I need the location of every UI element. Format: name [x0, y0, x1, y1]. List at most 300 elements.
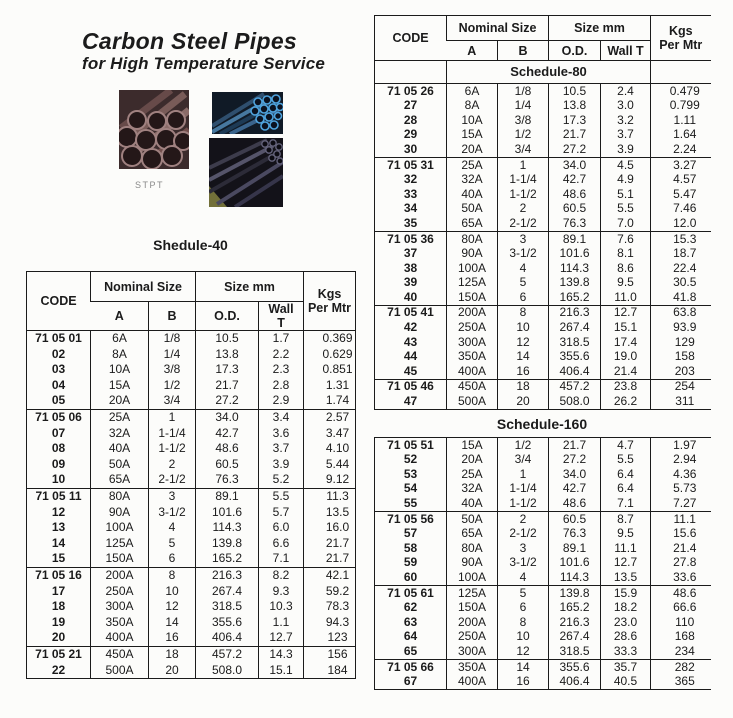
- cell-code: 67: [403, 674, 418, 689]
- cell-b: 3/4: [149, 393, 196, 409]
- table-row: [375, 512, 711, 527]
- cell-kgs: 156: [304, 646, 356, 662]
- table-row: [375, 84, 711, 99]
- cell-kgs: 254: [651, 379, 711, 394]
- cell-od: 114.3: [549, 261, 601, 276]
- schedule80-subheader-row: [375, 61, 711, 84]
- cell-kgs: 110: [651, 615, 711, 630]
- cell-wall: 21.4: [601, 364, 651, 379]
- cell-b: 20: [498, 394, 549, 409]
- cell-wall: 15.1: [259, 662, 304, 678]
- cell-b: 12: [498, 335, 549, 350]
- cell-a: 6A: [91, 331, 149, 347]
- table-row: [375, 128, 711, 143]
- cell-wall: 28.6: [601, 630, 651, 645]
- cell-code: 71 05 51: [387, 437, 434, 452]
- cell-kgs: 4.57: [651, 173, 711, 188]
- cell-od: 48.6: [196, 441, 259, 457]
- cell-kgs: 5.44: [304, 457, 356, 473]
- cell-code: 40: [403, 290, 418, 304]
- cell-b: 1: [498, 467, 549, 482]
- cell-od: 114.3: [549, 570, 601, 585]
- cell-od: 165.2: [549, 601, 601, 616]
- cell-wall: 3.7: [259, 441, 304, 457]
- cell-kgs: 21.7: [304, 551, 356, 567]
- cell-a: 150A: [91, 551, 149, 567]
- cell-od: 457.2: [196, 646, 259, 662]
- cell-b: 12: [149, 599, 196, 615]
- cell-a: 300A: [447, 644, 498, 659]
- cell-code: 05: [51, 393, 66, 408]
- cell-od: 318.5: [549, 644, 601, 659]
- cell-od: 89.1: [196, 488, 259, 504]
- cell-a: 350A: [447, 350, 498, 365]
- cell-a: 10A: [447, 113, 498, 128]
- cell-code: 71 05 46: [387, 379, 434, 394]
- cell-b: 5: [498, 276, 549, 291]
- cell-b: 16: [149, 630, 196, 646]
- cell-a: 150A: [447, 601, 498, 616]
- cell-od: 76.3: [549, 527, 601, 542]
- cell-kgs: 4.36: [651, 467, 711, 482]
- table-row: [375, 601, 711, 616]
- cell-a: 25A: [91, 409, 149, 425]
- cell-code: 38: [403, 261, 418, 275]
- cell-b: 3-1/2: [498, 556, 549, 571]
- table-row: [27, 584, 356, 600]
- table-row: [27, 457, 356, 473]
- cell-a: 50A: [91, 457, 149, 473]
- cell-od: 10.5: [549, 84, 601, 99]
- cell-wall: 11.0: [601, 290, 651, 305]
- cell-od: 508.0: [549, 394, 601, 409]
- table-row: [375, 321, 711, 336]
- col-header-kgs-per-mtr: Kgs Per Mtr: [304, 272, 356, 331]
- cell-b: 1/4: [149, 347, 196, 363]
- cell-code: 30: [403, 142, 418, 156]
- cell-kgs: 11.3: [304, 488, 356, 504]
- cell-kgs: 11.1: [651, 512, 711, 527]
- col-header-kgs-per-mtr: Kgs Per Mtr: [651, 16, 711, 61]
- cell-a: 15A: [91, 378, 149, 394]
- cell-od: 216.3: [549, 305, 601, 320]
- pipes-photo-blue: [212, 92, 283, 134]
- col-header-od: O.D.: [549, 41, 601, 61]
- cell-a: 250A: [447, 630, 498, 645]
- cell-od: 34.0: [549, 467, 601, 482]
- cell-b: 5: [498, 586, 549, 601]
- cell-od: 355.6: [196, 615, 259, 631]
- cell-kgs: 5.47: [651, 187, 711, 202]
- cell-kgs: 234: [651, 644, 711, 659]
- cell-kgs: 2.94: [651, 453, 711, 468]
- cell-code: 71 05 26: [387, 83, 434, 98]
- cell-od: 267.4: [549, 321, 601, 336]
- cell-code: 71 05 01: [35, 331, 82, 346]
- cell-b: 1-1/2: [149, 441, 196, 457]
- page-title-line1: Carbon Steel Pipes: [82, 28, 298, 54]
- cell-a: 90A: [91, 505, 149, 521]
- right-tables-wrap: [374, 15, 710, 690]
- cell-wall: 8.7: [601, 512, 651, 527]
- table-row: [375, 335, 711, 350]
- cell-od: 355.6: [549, 350, 601, 365]
- table-row: [375, 202, 711, 217]
- cell-od: 139.8: [196, 536, 259, 552]
- cell-wall: 3.4: [259, 409, 304, 425]
- cell-a: 100A: [447, 570, 498, 585]
- cell-code: 04: [51, 377, 66, 392]
- cell-kgs: 16.0: [304, 520, 356, 536]
- cell-a: 450A: [447, 379, 498, 394]
- table-row-group: [375, 84, 711, 158]
- col-header-b: B: [498, 41, 549, 61]
- cell-kgs: 5.73: [651, 482, 711, 497]
- cell-kgs: 0.629: [304, 347, 356, 363]
- cell-a: 65A: [447, 527, 498, 542]
- cell-code: 59: [403, 555, 418, 570]
- table-row-group: [375, 512, 711, 586]
- cell-a: 450A: [91, 646, 149, 662]
- cell-wall: 6.0: [259, 520, 304, 536]
- cell-kgs: 123: [304, 630, 356, 646]
- cell-b: 2: [149, 457, 196, 473]
- cell-kgs: 21.7: [304, 536, 356, 552]
- col-header-size-mm: Size mm: [549, 16, 651, 41]
- cell-a: 65A: [447, 216, 498, 231]
- cell-code: 71 05 56: [387, 511, 434, 526]
- table-row: [375, 113, 711, 128]
- cell-b: 3/8: [149, 362, 196, 378]
- cell-b: 18: [498, 379, 549, 394]
- table-row: [375, 527, 711, 542]
- cell-a: 20A: [91, 393, 149, 409]
- table-row: [27, 393, 356, 409]
- table-row: [27, 551, 356, 567]
- cell-b: 18: [149, 646, 196, 662]
- cell-code: 27: [403, 98, 418, 113]
- cell-b: 1: [498, 157, 549, 172]
- cell-a: 8A: [91, 347, 149, 363]
- cell-code: 32: [403, 172, 418, 187]
- cell-code: 22: [51, 662, 66, 677]
- cell-code: 60: [403, 570, 418, 584]
- cell-code: 07: [51, 425, 66, 440]
- cell-wall: 5.1: [601, 187, 651, 202]
- cell-code: 29: [403, 127, 418, 142]
- table-row: [375, 675, 711, 690]
- cell-code: 65: [403, 644, 418, 658]
- cell-od: 139.8: [549, 276, 601, 291]
- table-row: [375, 350, 711, 365]
- table-row-group: [375, 157, 711, 231]
- cell-wall: 15.9: [601, 586, 651, 601]
- cell-wall: 15.1: [601, 321, 651, 336]
- schedule80-subheader-spacer-left: [375, 61, 447, 84]
- table-row: [375, 438, 711, 453]
- cell-od: 13.8: [549, 99, 601, 114]
- table-row: [375, 394, 711, 409]
- cell-kgs: 27.8: [651, 556, 711, 571]
- cell-wall: 2.9: [259, 393, 304, 409]
- cell-code: 13: [51, 520, 66, 535]
- cell-a: 400A: [91, 630, 149, 646]
- cell-wall: 3.6: [259, 426, 304, 442]
- cell-wall: 8.6: [601, 261, 651, 276]
- table-row: [375, 453, 711, 468]
- cell-kgs: 2.24: [651, 142, 711, 157]
- cell-a: 10A: [91, 362, 149, 378]
- cell-od: 101.6: [549, 247, 601, 262]
- cell-code: 02: [51, 346, 66, 361]
- cell-a: 32A: [447, 173, 498, 188]
- cell-a: 250A: [447, 321, 498, 336]
- cell-code: 55: [403, 496, 418, 511]
- cell-b: 1/8: [498, 84, 549, 99]
- cell-wall: 5.5: [601, 453, 651, 468]
- cell-wall: 4.7: [601, 438, 651, 453]
- cell-code: 47: [403, 394, 418, 409]
- cell-wall: 10.3: [259, 599, 304, 615]
- table-row: [375, 187, 711, 202]
- col-header-wall-t: Wall T: [601, 41, 651, 61]
- cell-od: 139.8: [549, 586, 601, 601]
- cell-b: 3-1/2: [498, 247, 549, 262]
- cell-od: 17.3: [196, 362, 259, 378]
- table-row: [375, 482, 711, 497]
- cell-b: 14: [149, 615, 196, 631]
- table-row: [27, 347, 356, 363]
- cell-code: 71 05 61: [387, 585, 434, 600]
- cell-od: 48.6: [549, 496, 601, 511]
- cell-a: 20A: [447, 453, 498, 468]
- cell-od: 355.6: [549, 659, 601, 674]
- table-row: [27, 615, 356, 631]
- table-row-group: [375, 586, 711, 660]
- cell-wall: 1.1: [259, 615, 304, 631]
- cell-a: 6A: [447, 84, 498, 99]
- cell-code: 10: [51, 472, 66, 487]
- cell-od: 27.2: [196, 393, 259, 409]
- cell-wall: 3.2: [601, 113, 651, 128]
- cell-b: 16: [498, 364, 549, 379]
- cell-code: 09: [51, 456, 66, 471]
- schedule40-table-wrap: [26, 271, 355, 679]
- schedule40-title: Shedule-40: [153, 237, 228, 253]
- cell-wall: 2.8: [259, 378, 304, 394]
- cell-od: 21.7: [549, 128, 601, 143]
- cell-wall: 12.7: [601, 556, 651, 571]
- cell-od: 101.6: [196, 505, 259, 521]
- table-row: [27, 472, 356, 488]
- cell-od: 114.3: [196, 520, 259, 536]
- cell-od: 457.2: [549, 379, 601, 394]
- table-row-group: [375, 438, 711, 512]
- table-row-group: [375, 305, 711, 379]
- table-row-group: [375, 231, 711, 305]
- table-row: [375, 556, 711, 571]
- cell-code: 19: [51, 614, 66, 629]
- cell-od: 42.7: [549, 482, 601, 497]
- cell-kgs: 42.1: [304, 567, 356, 583]
- cell-wall: 4.9: [601, 173, 651, 188]
- table-row: [375, 659, 711, 674]
- cell-wall: 19.0: [601, 350, 651, 365]
- cell-a: 8A: [447, 99, 498, 114]
- cell-code: 71 05 36: [387, 231, 434, 246]
- pipes-photo-dark: [209, 138, 283, 207]
- cell-code: 71 05 31: [387, 157, 434, 172]
- table-row: [27, 378, 356, 394]
- cell-b: 14: [498, 659, 549, 674]
- cell-kgs: 78.3: [304, 599, 356, 615]
- cell-code: 54: [403, 481, 418, 496]
- cell-wall: 6.4: [601, 482, 651, 497]
- cell-od: 101.6: [549, 556, 601, 571]
- cell-b: 1-1/4: [149, 426, 196, 442]
- cell-a: 300A: [91, 599, 149, 615]
- cell-wall: 23.0: [601, 615, 651, 630]
- cell-wall: 18.2: [601, 601, 651, 616]
- cell-b: 6: [149, 551, 196, 567]
- schedule80-label: Schedule-80: [447, 61, 651, 84]
- cell-kgs: 59.2: [304, 584, 356, 600]
- cell-code: 53: [403, 467, 418, 481]
- cell-a: 90A: [447, 247, 498, 262]
- cell-a: 100A: [91, 520, 149, 536]
- table-row: [375, 379, 711, 394]
- table-row-group: [27, 409, 356, 488]
- page-title: [82, 28, 325, 74]
- cell-a: 32A: [91, 426, 149, 442]
- table-row-group: [27, 567, 356, 646]
- cell-od: 21.7: [549, 438, 601, 453]
- cell-od: 267.4: [196, 584, 259, 600]
- cell-kgs: 3.47: [304, 426, 356, 442]
- cell-kgs: 9.12: [304, 472, 356, 488]
- cell-b: 1-1/2: [498, 496, 549, 511]
- cell-code: 18: [51, 599, 66, 614]
- page-title-line2: for High Temperature Service: [82, 54, 326, 74]
- cell-wall: 8.2: [259, 567, 304, 583]
- cell-kgs: 203: [651, 364, 711, 379]
- cell-kgs: 3.27: [651, 157, 711, 172]
- cell-kgs: 365: [651, 675, 711, 690]
- cell-od: 216.3: [196, 567, 259, 583]
- cell-wall: 14.3: [259, 646, 304, 662]
- cell-a: 80A: [91, 488, 149, 504]
- table-row: [375, 467, 711, 482]
- cell-wall: 5.2: [259, 472, 304, 488]
- cell-code: 33: [403, 187, 418, 201]
- cell-b: 1/2: [498, 438, 549, 453]
- cell-wall: 7.1: [259, 551, 304, 567]
- cell-kgs: 93.9: [651, 321, 711, 336]
- cell-kgs: 66.6: [651, 601, 711, 616]
- cell-a: 15A: [447, 438, 498, 453]
- table-row: [375, 615, 711, 630]
- cell-b: 1-1/2: [498, 187, 549, 202]
- col-header-a: A: [467, 43, 477, 58]
- cell-b: 2-1/2: [149, 472, 196, 488]
- cell-code: 03: [51, 362, 66, 377]
- cell-wall: 5.5: [259, 488, 304, 504]
- cell-wall: 4.5: [601, 157, 651, 172]
- cell-wall: 33.3: [601, 644, 651, 659]
- cell-a: 50A: [447, 512, 498, 527]
- cell-code: 42: [403, 320, 418, 335]
- table-row: [375, 644, 711, 659]
- cell-b: 10: [498, 321, 549, 336]
- cell-od: 165.2: [549, 290, 601, 305]
- cell-wall: 12.7: [259, 630, 304, 646]
- cell-wall: 40.5: [601, 675, 651, 690]
- cell-od: 34.0: [196, 409, 259, 425]
- cell-code: 08: [51, 441, 66, 456]
- cell-od: 76.3: [549, 216, 601, 231]
- cell-od: 89.1: [549, 231, 601, 246]
- cell-code: 71 05 21: [35, 646, 82, 661]
- schedule80-table-head: [375, 16, 711, 61]
- cell-code: 17: [51, 583, 66, 598]
- cell-a: 350A: [91, 615, 149, 631]
- cell-kgs: 33.6: [651, 570, 711, 585]
- cell-b: 1/2: [149, 378, 196, 394]
- cell-od: 60.5: [196, 457, 259, 473]
- cell-a: 150A: [447, 290, 498, 305]
- cell-od: 21.7: [196, 378, 259, 394]
- table-row: [27, 505, 356, 521]
- cell-od: 165.2: [196, 551, 259, 567]
- cell-od: 60.5: [549, 202, 601, 217]
- cell-wall: 1.7: [259, 331, 304, 347]
- cell-b: 1/4: [498, 99, 549, 114]
- cell-code: 37: [403, 246, 418, 261]
- table-row: [27, 409, 356, 425]
- cell-b: 3-1/2: [149, 505, 196, 521]
- cell-b: 4: [498, 261, 549, 276]
- cell-kgs: 1.64: [651, 128, 711, 143]
- cell-b: 1: [149, 409, 196, 425]
- cell-a: 350A: [447, 659, 498, 674]
- cell-b: 8: [149, 567, 196, 583]
- cell-a: 25A: [447, 467, 498, 482]
- table-row-group: [27, 331, 356, 410]
- table-row: [27, 646, 356, 662]
- cell-b: 2: [498, 512, 549, 527]
- cell-b: 3: [498, 541, 549, 556]
- cell-a: 200A: [91, 567, 149, 583]
- cell-kgs: 4.10: [304, 441, 356, 457]
- cell-kgs: 15.6: [651, 527, 711, 542]
- cell-b: 4: [498, 570, 549, 585]
- table-row: [375, 305, 711, 320]
- table-row: [375, 630, 711, 645]
- table-row: [375, 541, 711, 556]
- cell-b: 1/8: [149, 331, 196, 347]
- cell-kgs: 2.57: [304, 409, 356, 425]
- cell-b: 6: [498, 601, 549, 616]
- schedule80-subheader-spacer-right: [651, 61, 711, 84]
- cell-od: 267.4: [549, 630, 601, 645]
- cell-b: 2-1/2: [498, 527, 549, 542]
- cell-a: 80A: [447, 231, 498, 246]
- cell-code: 28: [403, 113, 418, 127]
- cell-a: 80A: [447, 541, 498, 556]
- cell-code: 63: [403, 615, 418, 629]
- cell-a: 90A: [447, 556, 498, 571]
- cell-a: 65A: [91, 472, 149, 488]
